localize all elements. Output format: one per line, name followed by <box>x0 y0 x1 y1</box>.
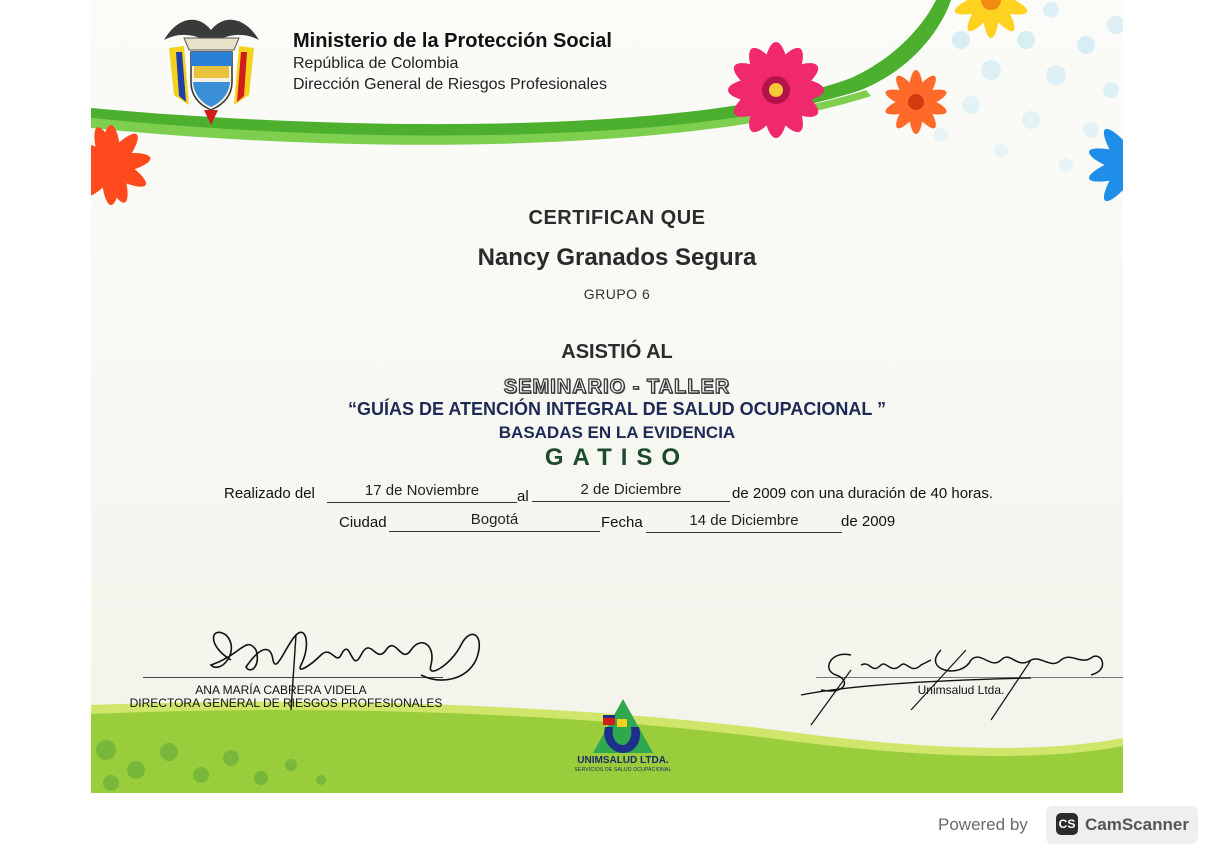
unimsalud-logo-subtitle: SERVICIOS DE SALUD OCUPACIONAL <box>574 767 672 773</box>
republic-name: República de Colombia <box>293 55 459 72</box>
left-signer-name: ANA MARÍA CABRERA VIDELA <box>195 683 367 697</box>
unimsalud-logo-name: UNIMSALUD LTDA. <box>577 755 669 766</box>
duration-text: de 2009 con una duración de 40 horas. <box>732 485 994 502</box>
event-acronym: GATISO <box>544 444 690 471</box>
direction-name: Dirección General de Riesgos Profesionales <box>293 76 607 93</box>
blue-flower-icon <box>1086 120 1123 215</box>
colombia-coat-of-arms-icon <box>154 10 269 128</box>
end-date: 2 de Diciembre <box>532 481 730 502</box>
event-title: “GUÍAS DE ATENCIÓN INTEGRAL DE SALUD OCUPACIONAL ” <box>347 399 887 419</box>
camscanner-badge[interactable] <box>1046 806 1198 844</box>
event-type: SEMINARIO - TALLER <box>503 376 731 398</box>
ministry-name: Ministerio de la Protección Social <box>293 30 612 52</box>
issue-date: 14 de Diciembre <box>646 512 842 533</box>
orange-flower-icon <box>876 65 956 140</box>
issue-year: de 2009 <box>841 513 896 530</box>
group-label: GRUPO 6 <box>583 286 651 302</box>
pink-flower-icon <box>711 30 871 170</box>
start-date: 17 de Noviembre <box>327 482 517 503</box>
realizado-label: Realizado del <box>224 485 315 502</box>
yellow-flower-icon <box>946 0 1046 50</box>
event-subtitle: BASADAS EN LA EVIDENCIA <box>498 423 736 442</box>
camscanner-brand: CamScanner <box>1085 815 1189 834</box>
al-label: al <box>517 488 529 505</box>
certificate <box>91 0 1123 793</box>
attended-heading: ASISTIÓ AL <box>561 341 673 363</box>
recipient-name: Nancy Granados Segura <box>477 244 757 271</box>
left-signer-title: DIRECTORA GENERAL DE RIESGOS PROFESIONALES <box>129 696 443 710</box>
camscanner-logo-icon: CS <box>1056 813 1078 835</box>
city-value: Bogotá <box>389 511 600 532</box>
issue-date-label: Fecha <box>601 514 643 531</box>
red-flower-icon <box>91 125 176 210</box>
city-label: Ciudad <box>339 514 387 531</box>
right-signer-org: Unimsalud Ltda. <box>917 683 1005 697</box>
certify-heading: CERTIFICAN QUE <box>528 207 706 229</box>
powered-by-label: Powered by <box>938 815 1028 834</box>
unimsalud-logo-icon <box>591 697 656 755</box>
